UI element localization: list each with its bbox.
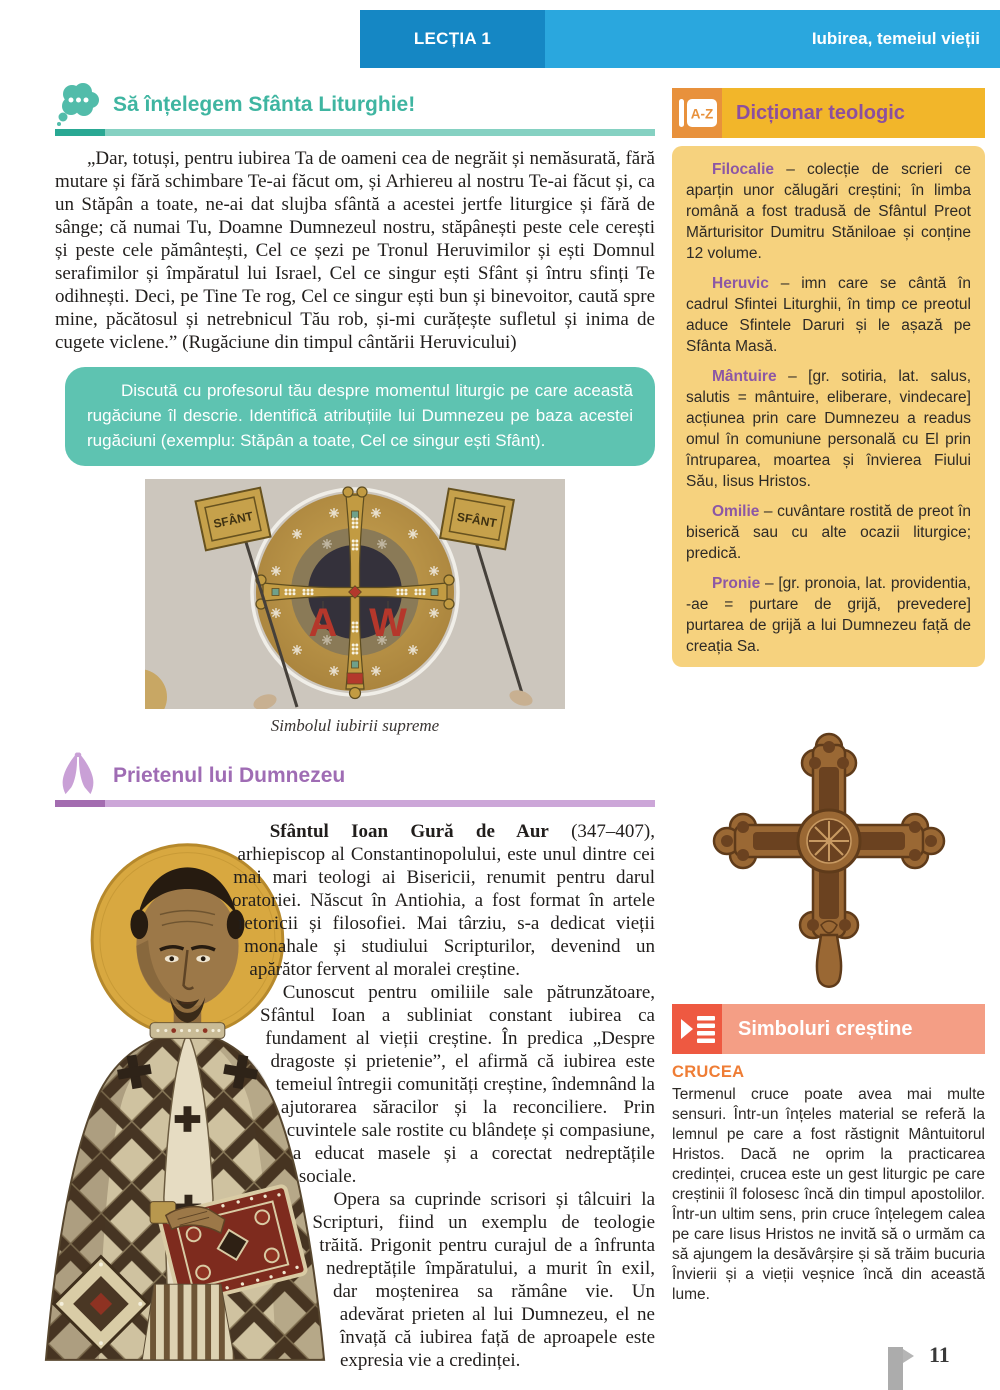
dict-entry: Mântuire – [gr. sotiria, lat. salus, salutis = mântuire, eliberare, vindecare] acțiunea prin care Dumnezeu a readus omul în comuniune personală cu El prin întruparea, moartea și învierea Fiului Său, Iisus Hristos.	[686, 368, 971, 490]
saint-name: Sfântul Ioan Gură de Aur	[269, 821, 549, 842]
bio-paragraph-3: Opera sa cuprinde scrisori și tâlcuiri la Scripturi, fiind un exemplu de teologie trăită. Prigonit pentru curajul de a înfrunta nedreptățile împăratului, a murit în exil, dar moștenirea sa rămâne vie. Un adevărat prieten al lui Dumnezeu, el ne învață că iubirea față de aproapele este expresia vie a credinței.	[312, 1189, 655, 1371]
dictionary-header	[672, 88, 985, 138]
dict-term: Mântuire	[712, 368, 777, 385]
fresco-figure	[55, 479, 655, 736]
dict-entry: Omilie – cuvântare rostită de preot în biserică sau cu alte ocazii liturgice; predică.	[686, 503, 971, 562]
teal-divider	[55, 129, 655, 136]
friend-section-title: Prietenul lui Dumnezeu	[113, 764, 346, 787]
list-arrow-icon	[672, 1004, 722, 1054]
right-column	[672, 88, 985, 1305]
liturgy-section-title: Să înțelegem Sfânta Liturghie!	[113, 93, 416, 116]
symbols-subheading: CRUCEA	[672, 1063, 745, 1081]
symbols-header	[672, 1004, 985, 1054]
left-banner-label: SFÂNT	[212, 508, 255, 531]
az-badge-label: A-Z	[690, 106, 714, 122]
right-banner-label: SFÂNT	[455, 509, 498, 531]
bio-paragraph-1: Sfântul Ioan Gură de Aur (347–407), arhiepiscop al Constantinopolului, este unul dintre cei mai mari teologi ai Bisericii, renumit pentru darul oratoriei. Născut în Antiohia, a fost format în artele retoricii și filosofiei. Mai târziu, s-a dedicat vieții monahale și studiului Scripturilor, devenind un apărător fervent al moralei creștine.	[232, 821, 656, 980]
dict-term: Omilie	[712, 503, 760, 520]
dictionary-title: Dicționar teologic	[736, 101, 905, 124]
figure-caption: Simbolul iubirii supreme	[270, 716, 440, 735]
cross-fresco-image	[145, 479, 565, 709]
dict-term: Heruvic	[712, 275, 769, 292]
bio-paragraph-2: Cunoscut pentru omiliile sale pătrunzătoare, Sfântul Ioan a subliniat constant iubirea ca fundament al vieții creștine. În predica „Despre dragoste și prietenie”, el afirmă că iubirea este temeiul întregii comunități creștine, îndemnând la ajutorarea săracilor și la reconciliere. Prin cuvintele sale rostite cu blândețe și compasiune, a educat masele și a corectat nedreptățile sociale.	[260, 982, 655, 1187]
liturgy-quote: „Dar, totuși, pentru iubirea Ta de oameni cea de negrăit și nemăsurată, fără mutare și fără schimbare Te-ai făcut om, și Arhiereu al nostru Te-ai făcut și, ca un Stăpân a toate, ne-ai dat slujba sfântă a acestei jertfe liturgice și fără de sânge; că numai Tu, Doamne Dumnezeul nostru, stăpânești peste cele cerești și peste cele pământești, Cel ce șezi pe Tronul Heruvimilor și ești Domnul serafimilor și împăratul lui Israel, Cel ce singur ești Sfânt și întru sfinți Te odihnești. Deci, pe Tine Te rog, Cel ce singur ești bun și binevoitor, caută spre mine, păcătosul și netrebnicul Tău rob, și-mi curățește sufletul și inima de cugete viclene.” (Rugăciune din timpul cântării Heruvicului)	[55, 148, 655, 353]
dict-entry: Filocalie – colecție de scrieri ce aparțin unor călugări creștini; în limba română a fost tradusă de Sfântul Preot Mărturisitor Dumitru Stăniloae și conține 12 volume.	[686, 161, 971, 262]
alpha-letter: A	[308, 601, 338, 645]
symbols-text: Termenul cruce poate avea mai multe sensuri. Într-un înțeles material se referă la lemnul pe care a fost răstignit Mântuitorul Hristos. Dacă ne oprim la practicarea credinței, crucea este un gest liturgic pe care creștinii îl folosesc încă din timpul apostolilor. Într-un ultim sens, prin cruce înțelegem calea pe care Iisus Hristos ne invită să o urmăm ca să ajungem la desăvârșire și să trăim bucuria Învierii și a vieții veșnice încă din această lume.	[672, 1086, 985, 1303]
symbols-title: Simboluri creștine	[738, 1017, 913, 1040]
omega-letter: W	[369, 601, 407, 645]
page-number: 11	[929, 1342, 950, 1367]
left-column	[55, 83, 655, 1372]
dict-term: Filocalie	[712, 161, 775, 178]
chapter-title: Iubirea, temeiul vieții	[811, 29, 980, 48]
lesson-number-tab: LECȚIA 1	[360, 10, 545, 68]
dict-entry: Pronie – [gr. pronoia, lat. providentia, -ae = purtare de grijă, prevedere] purtarea de grijă a lui Dumnezeu față de creația Sa.	[686, 575, 971, 655]
purple-divider	[55, 800, 655, 807]
page-marker-icon	[888, 1342, 918, 1390]
wooden-cross-image	[709, 729, 949, 994]
dict-entry: Heruvic – imn care se cântă în cadrul Sfintei Liturghii, în timp ce preotul aduce Sfintele Daruri și le așază pe Sfânta Masă.	[686, 275, 971, 355]
activity-box: Discută cu profesorul tău despre momentul liturgic pe care această rugăciune îl descrie. Identifică atribuțiile lui Dumnezeu pe baza acestei rugăciuni (exemplu: Stăpân a toate, Cel ce singur ești Sfânt).	[65, 367, 655, 466]
dictionary-panel	[672, 146, 985, 667]
liturgy-section-header	[55, 83, 655, 127]
friend-section-header	[55, 754, 655, 798]
page-header-bar	[360, 10, 1000, 68]
thought-bubble-icon	[55, 79, 101, 132]
page-number-marker	[888, 1342, 950, 1390]
dict-term: Pronie	[712, 575, 761, 592]
praying-hands-icon	[55, 750, 101, 803]
az-book-icon	[672, 88, 722, 138]
biography-text	[55, 820, 655, 1372]
